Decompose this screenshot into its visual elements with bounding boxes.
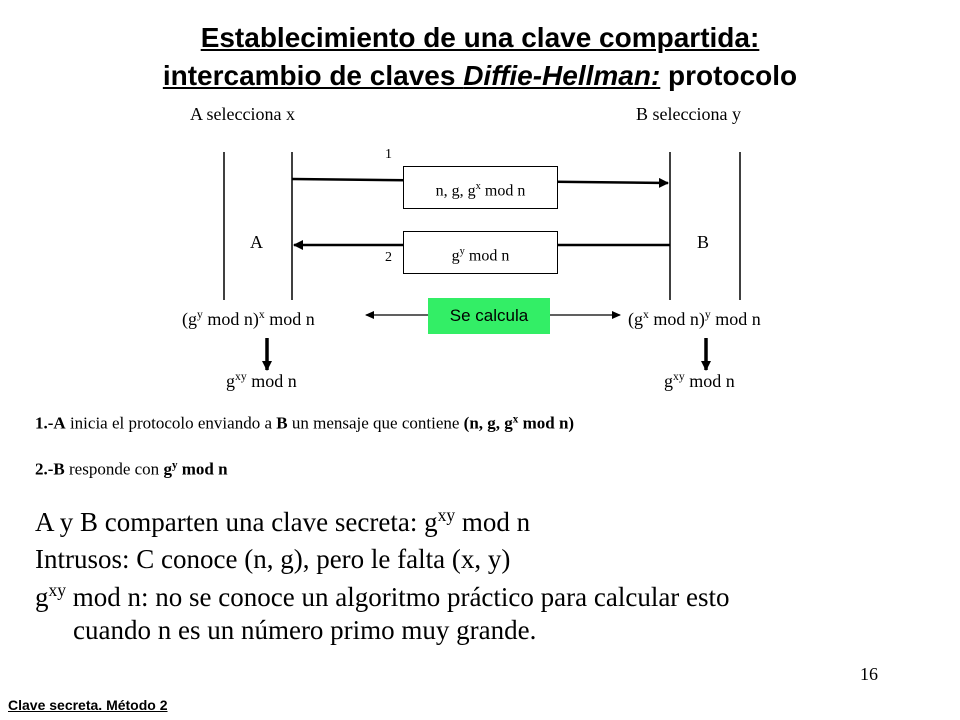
step-1-number: 1	[385, 147, 392, 162]
step-2-description: 2.-B responde con $g^y$ mod n	[35, 459, 228, 479]
title-line-2-suffix: protocolo	[660, 60, 798, 91]
step-1-description: 1.-A inicia el protocolo enviando a B un mensaje que contiene (n, g, $g^x$ mod n)	[35, 413, 575, 433]
title-line-1: Establecimiento de una clave compartida:	[200, 22, 760, 53]
title-line-2-italic: Diffie-Hellman:	[463, 60, 661, 91]
compute-badge: Se calcula	[428, 298, 550, 334]
title-line-2-prefix: intercambio de claves	[162, 60, 464, 91]
message-2-box: $g^y$ mod n	[403, 231, 558, 274]
shared-secret-statement: A y B comparten una clave secreta: $g^{xy}$ mod n	[35, 505, 531, 537]
page-number: 16	[860, 664, 878, 684]
a-shared-key: $g^{xy}$ mod n	[226, 370, 297, 391]
b-shared-key: $g^{xy}$ mod n	[664, 370, 735, 391]
hardness-statement-continued: cuando n es un número primo muy grande.	[73, 615, 537, 645]
intruders-statement: Intrusos: C conoce (n, g), pero le falta (x, y)	[35, 544, 511, 574]
message-1-box: n, g, $g^x$ mod n	[403, 166, 558, 209]
a-compute-expression: ($g^y$ mod n)$^x$ mod n	[182, 308, 315, 329]
a-selects-label: A selecciona x	[190, 104, 295, 124]
b-selects-label: B selecciona y	[636, 104, 741, 124]
step-2-number: 2	[385, 250, 392, 265]
b-compute-expression: ($g^x$ mod n)$^y$ mod n	[628, 308, 761, 329]
party-a-label: A	[250, 232, 263, 252]
party-b-label: B	[697, 232, 710, 252]
hardness-statement: $g^{xy}$ mod n: no se conoce un algoritmo práctico para calcular esto	[35, 580, 730, 612]
footer-label: Clave secreta. Método 2	[8, 697, 168, 713]
